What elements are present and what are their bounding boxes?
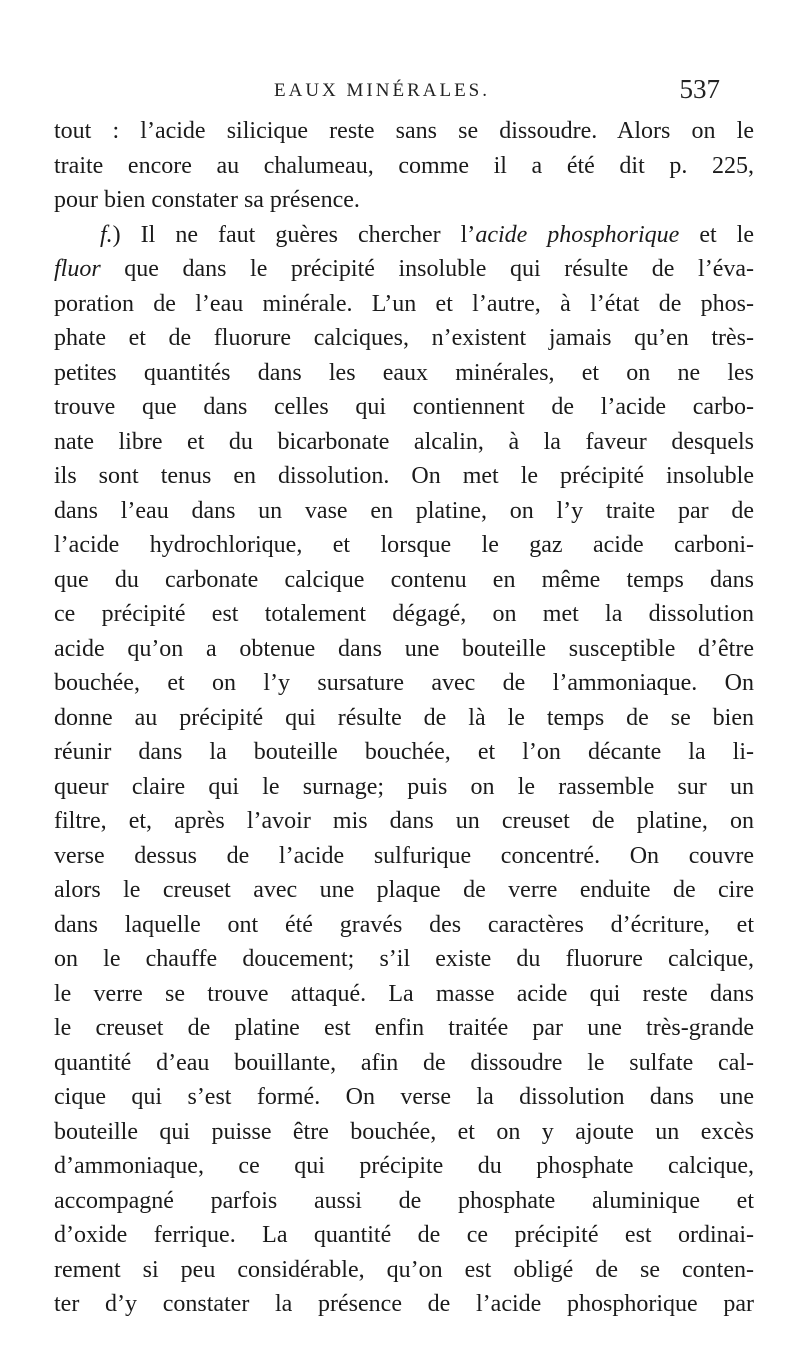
- text-line: rement si peu considérable, qu’on est obligé de se conten-: [54, 1256, 754, 1283]
- section-marker: f.: [100, 221, 113, 248]
- text-line: dans l’eau dans un vase en platine, on l’y traite par de: [54, 497, 754, 524]
- body-text: [54, 114, 754, 1322]
- text-line: [54, 252, 754, 287]
- text-line: ter d’y constater la présence de l’acide phosphorique par: [54, 1291, 754, 1317]
- text-line: on le chauffe doucement; s’il existe du fluorure calcique,: [54, 946, 754, 972]
- text-line: petites quantités dans les eaux minérales, et on ne les: [54, 359, 754, 386]
- text-line: ils sont tenus en dissolution. On met le précipité insoluble: [54, 463, 754, 489]
- running-head: [260, 74, 720, 110]
- text-span: que dans le précipité insoluble qui résulte de l’éva-: [100, 256, 754, 282]
- text-line: pour bien constater sa présence.: [54, 187, 360, 213]
- text-line: cique qui s’est formé. On verse la dissolution dans une: [54, 1084, 754, 1110]
- text-line: donne au précipité qui résulte de là le temps de se bien: [54, 704, 754, 731]
- text-line: le verre se trouve attaqué. La masse acide qui reste dans: [54, 980, 754, 1007]
- text-line: que du carbonate calcique contenu en même temps dans: [54, 566, 754, 593]
- text-line: d’oxide ferrique. La quantité de ce précipité est ordinai-: [54, 1222, 754, 1248]
- text-span: et le: [679, 221, 754, 248]
- text-line: quantité d’eau bouillante, afin de dissoudre le sulfate cal-: [54, 1049, 754, 1076]
- text-line: dans laquelle ont été gravés des caractères d’écriture, et: [54, 911, 754, 938]
- text-line: traite encore au chalumeau, comme il a été dit p. 225,: [54, 152, 754, 179]
- text-line: acide qu’on a obtenue dans une bouteille susceptible d’être: [54, 635, 754, 662]
- text-line-paragraph-start: [54, 218, 754, 253]
- text-line: tout : l’acide silicique reste sans se dissoudre. Alors on le: [54, 118, 754, 144]
- text-line: réunir dans la bouteille bouchée, et l’on décante la li-: [54, 739, 754, 765]
- text-line: trouve que dans celles qui contiennent de l’acide carbo-: [54, 394, 754, 420]
- text-line: filtre, et, après l’avoir mis dans un creuset de platine, on: [54, 808, 754, 834]
- text-line: verse dessus de l’acide sulfurique concentré. On couvre: [54, 842, 754, 869]
- running-title: EAUX MINÉRALES.: [274, 80, 490, 101]
- text-line: nate libre et du bicarbonate alcalin, à la faveur desquels: [54, 428, 754, 455]
- text-span: ) Il ne faut guères chercher l’: [112, 221, 476, 248]
- text-line: poration de l’eau minérale. L’un et l’autre, à l’état de phos-: [54, 290, 754, 317]
- text-line: bouchée, et on l’y sursature avec de l’ammoniaque. On: [54, 670, 754, 696]
- text-line: d’ammoniaque, ce qui précipite du phosphate calcique,: [54, 1153, 754, 1179]
- text-line: queur claire qui le surnage; puis on le rassemble sur un: [54, 773, 754, 800]
- italic-term: fluor: [54, 256, 101, 282]
- text-line: ce précipité est totalement dégagé, on met la dissolution: [54, 601, 754, 627]
- text-line: l’acide hydrochlorique, et lorsque le gaz acide carboni-: [54, 532, 754, 558]
- italic-term: acide phosphorique: [475, 221, 680, 248]
- text-line: accompagné parfois aussi de phosphate aluminique et: [54, 1187, 754, 1214]
- text-line: phate et de fluorure calciques, n’existent jamais qu’en très-: [54, 325, 754, 351]
- text-line: alors le creuset avec une plaque de verre enduite de cire: [54, 877, 754, 903]
- text-line: bouteille qui puisse être bouchée, et on y ajoute un excès: [54, 1118, 754, 1145]
- text-line: le creuset de platine est enfin traitée par une très-grande: [54, 1015, 754, 1041]
- page-number: 537: [679, 74, 720, 104]
